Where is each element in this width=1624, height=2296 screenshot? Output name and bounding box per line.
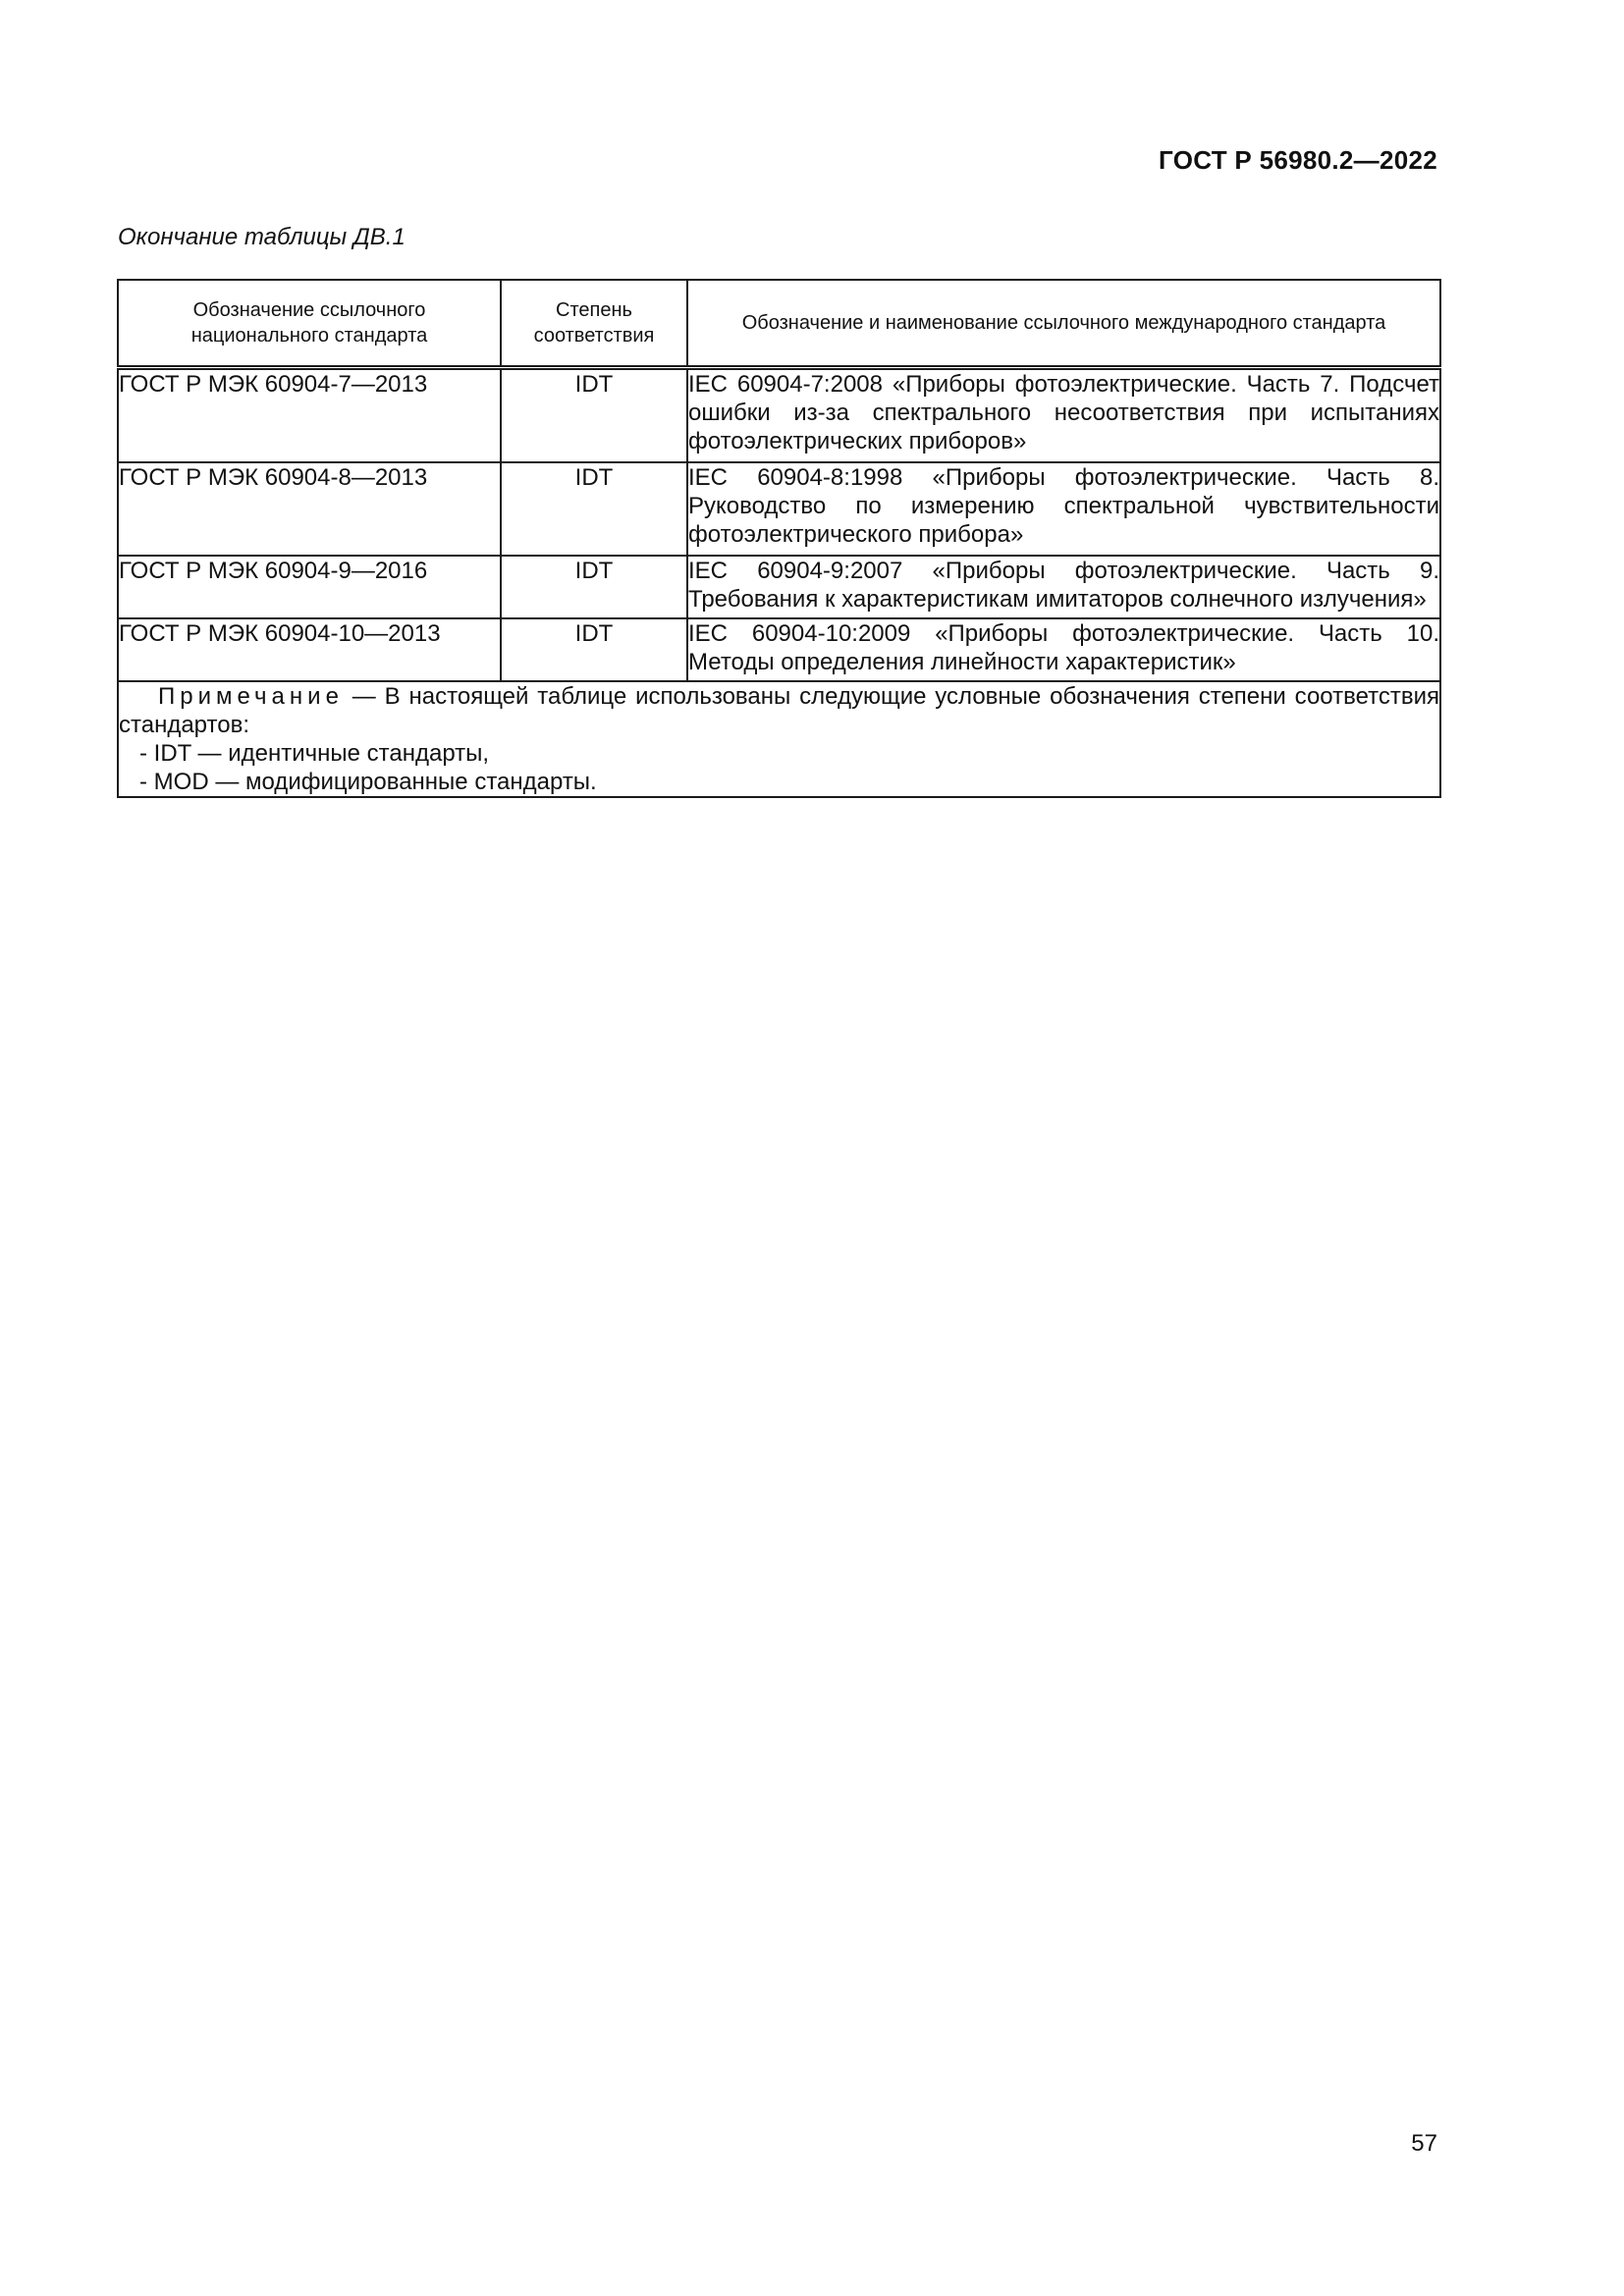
degree-cell: IDT (501, 368, 687, 463)
degree-cell: IDT (501, 556, 687, 618)
reference-standards-table (117, 279, 1441, 798)
note-item-mod: - MOD — модифицированные стандарты. (139, 769, 597, 795)
international-standard-cell: IEC 60904-8:1998 «Приборы фотоэлектрические. Часть 8. Руководство по измерению спектральной чувствительности фотоэлектрического прибора» (687, 462, 1440, 556)
table-row (118, 368, 1440, 463)
header-international-standard: Обозначение и наименование ссылочного международного стандарта (687, 280, 1440, 368)
table-row (118, 618, 1440, 681)
note-item-idt: - IDT — идентичные стандарты, (139, 740, 490, 767)
note-label: Примечание (158, 683, 344, 710)
table-row (118, 462, 1440, 556)
international-standard-cell: IEC 60904-7:2008 «Приборы фотоэлектрические. Часть 7. Подсчет ошибки из-за спектрального несоответствия при испытаниях фотоэлектрических приборов» (687, 368, 1440, 463)
table-note-row (118, 681, 1440, 797)
national-standard-cell: ГОСТ Р МЭК 60904-10—2013 (118, 618, 501, 681)
degree-cell: IDT (501, 618, 687, 681)
table-note (118, 681, 1440, 797)
note-text: — В настоящей таблице использованы следующие условные обозначения степени соответствия стандартов: (119, 683, 1440, 738)
international-standard-cell: IEC 60904-10:2009 «Приборы фотоэлектрические. Часть 10. Методы определения линейности характеристик» (687, 618, 1440, 681)
header-national-standard: Обозначение ссылочного национального стандарта (118, 280, 501, 368)
page-number: 57 (1411, 2130, 1437, 2157)
table-header-row (118, 280, 1440, 368)
table-row (118, 556, 1440, 618)
national-standard-cell: ГОСТ Р МЭК 60904-9—2016 (118, 556, 501, 618)
note-intro (119, 682, 1439, 739)
document-id: ГОСТ Р 56980.2—2022 (1159, 145, 1437, 175)
header-degree: Степень соответствия (501, 280, 687, 368)
degree-cell: IDT (501, 462, 687, 556)
international-standard-cell: IEC 60904-9:2007 «Приборы фотоэлектрические. Часть 9. Требования к характеристикам имитаторов солнечного излучения» (687, 556, 1440, 618)
table-caption: Окончание таблицы ДВ.1 (118, 224, 406, 250)
national-standard-cell: ГОСТ Р МЭК 60904-7—2013 (118, 368, 501, 463)
national-standard-cell: ГОСТ Р МЭК 60904-8—2013 (118, 462, 501, 556)
